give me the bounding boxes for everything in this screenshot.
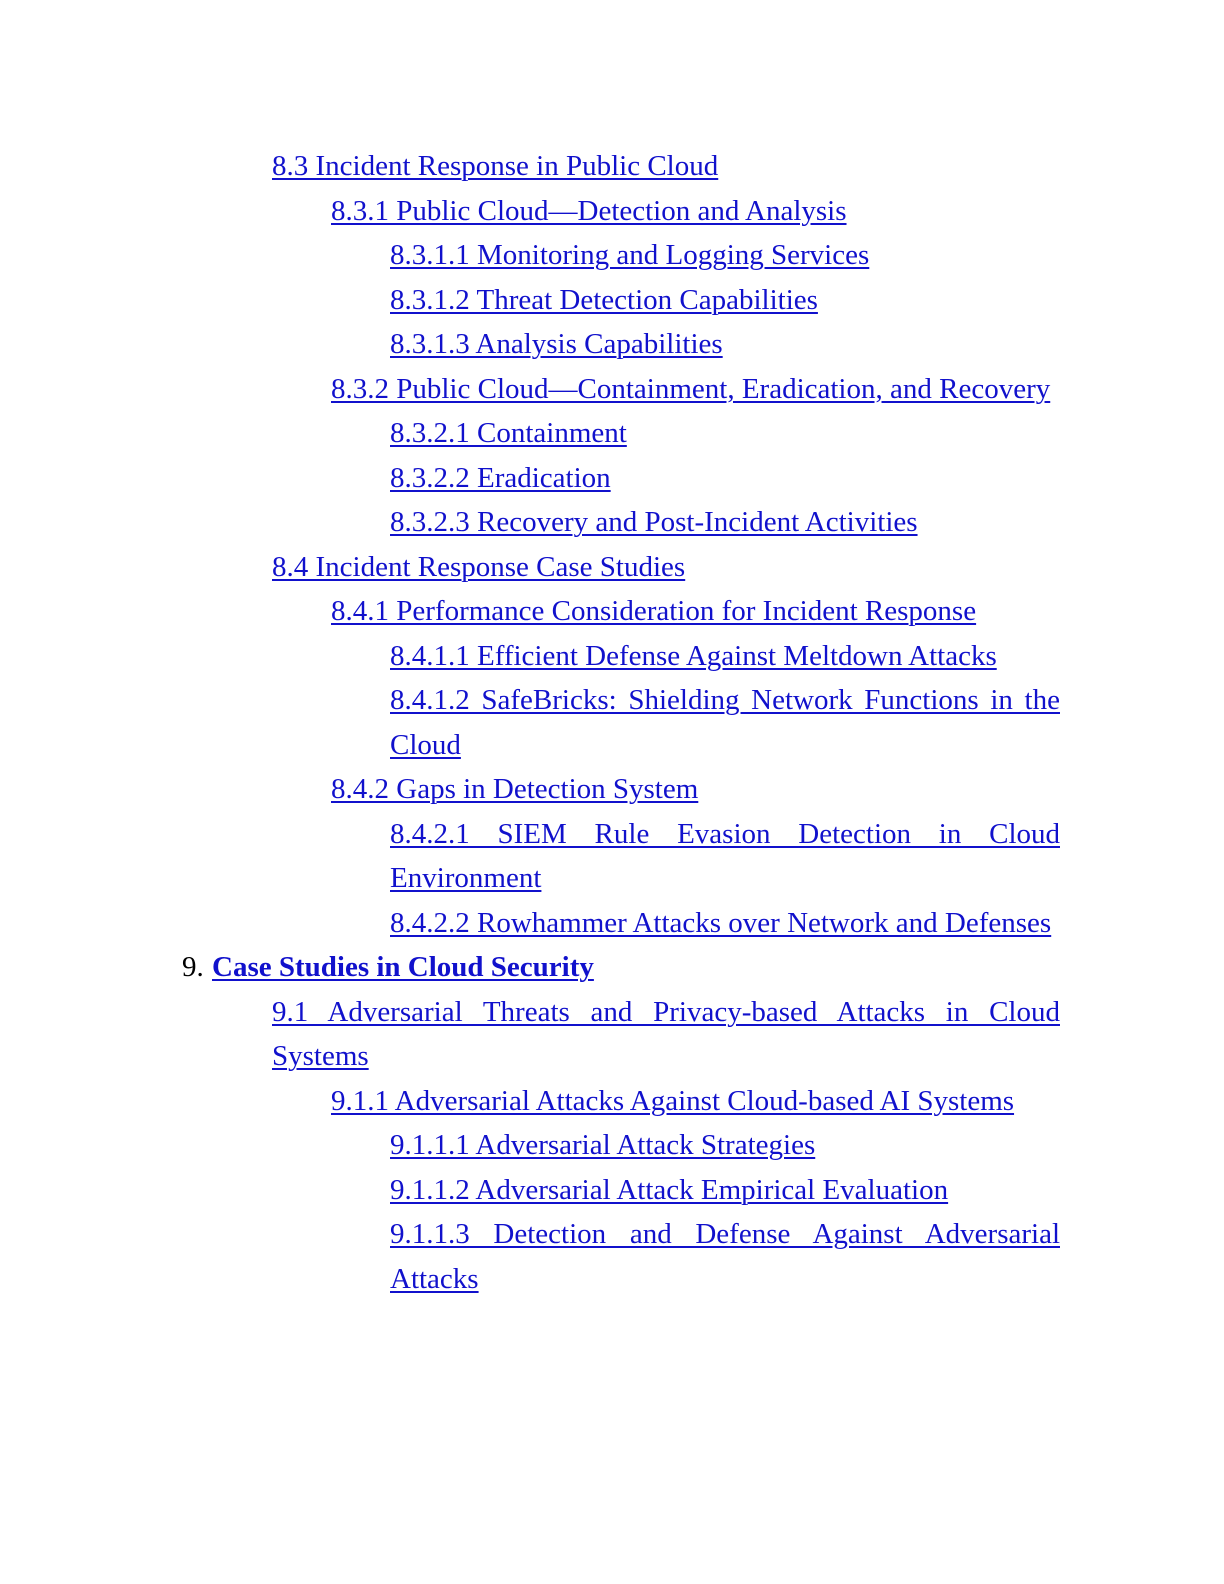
toc-chapter-entry [182,945,1060,990]
toc-entry [390,278,1060,323]
toc-entry [331,767,1060,812]
toc-link[interactable]: 8.4.2 Gaps in Detection System [331,773,699,805]
toc-link[interactable]: 9.1.1 Adversarial Attacks Against Cloud-based AI Systems [331,1084,1015,1117]
toc-link[interactable]: 8.3.1.2 Threat Detection Capabilities [390,283,818,316]
toc-link[interactable]: 8.3.2 Public Cloud—Containment, Eradication, and Recovery [331,372,1051,405]
toc-entry [331,189,1060,234]
toc-link[interactable]: 8.4.1.2 SafeBricks: Shielding Network Functions in the Cloud [390,684,1060,761]
toc-link[interactable]: 9.1.1.3 Detection and Defense Against Adversarial Attacks [390,1218,1060,1295]
toc-link[interactable]: 8.4 Incident Response Case Studies [272,550,686,583]
chapter-link[interactable]: Case Studies in Cloud Security [212,951,594,983]
toc-entry [390,634,1060,679]
toc-link[interactable]: 8.3 Incident Response in Public Cloud [272,150,719,182]
toc-entry [390,411,1060,456]
toc-entry [390,678,1060,767]
toc-link[interactable]: 9.1 Adversarial Threats and Privacy-based Attacks in Cloud Systems [272,995,1060,1072]
toc-entry [390,233,1060,278]
toc-link[interactable]: 8.4.1.1 Efficient Defense Against Meltdown Attacks [390,639,997,672]
toc-entry [331,367,1060,412]
toc-entry [390,500,1060,545]
toc-link[interactable]: 8.3.1.3 Analysis Capabilities [390,328,723,360]
toc-entry [390,456,1060,501]
toc-entry [272,144,1060,189]
toc-link[interactable]: 8.3.2.2 Eradication [390,461,611,494]
toc-link[interactable]: 8.3.1.1 Monitoring and Logging Services [390,239,870,271]
toc-link[interactable]: 8.3.2.1 Containment [390,417,627,449]
toc-entry [390,1123,1060,1168]
toc-entry [390,322,1060,367]
toc-entry [272,990,1060,1079]
toc-link[interactable]: 8.3.1 Public Cloud—Detection and Analysis [331,194,847,227]
toc-entry [390,1168,1060,1213]
toc-entry [390,812,1060,901]
toc-link[interactable]: 8.4.2.1 SIEM Rule Evasion Detection in Cloud Environment [390,817,1060,894]
toc-entry [272,545,1060,590]
toc-link[interactable]: 9.1.1.1 Adversarial Attack Strategies [390,1129,816,1161]
toc-entry [331,589,1060,634]
toc-link[interactable]: 9.1.1.2 Adversarial Attack Empirical Evaluation [390,1173,949,1206]
toc-link[interactable]: 8.4.1 Performance Consideration for Incident Response [331,595,977,627]
toc-entry [390,1212,1060,1301]
toc-link[interactable]: 8.3.2.3 Recovery and Post-Incident Activities [390,506,918,538]
toc-entry [390,901,1060,946]
toc-link[interactable]: 8.4.2.2 Rowhammer Attacks over Network and Defenses [390,906,1052,939]
table-of-contents [0,144,1224,1301]
chapter-number: 9. [182,951,204,983]
toc-entry [331,1079,1060,1124]
